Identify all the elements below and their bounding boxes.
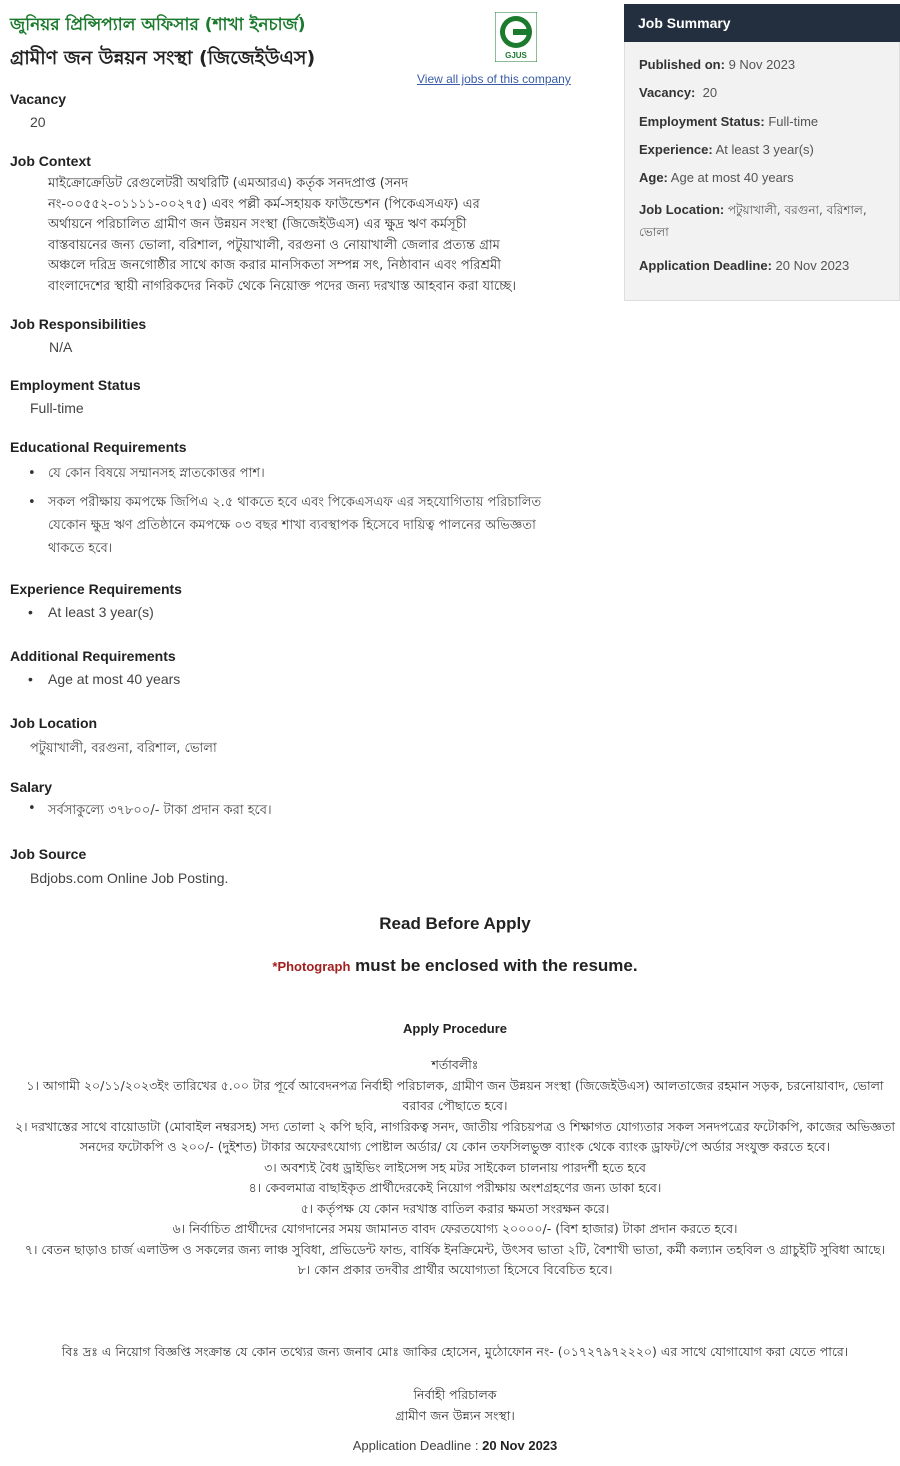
job-context-line: নং-০০৫৫২-০১১১১-০০২৭৫) এবং পল্লী কর্ম-সহায়ক ফাউন্ডেশন (পিকেএসএফ) এর xyxy=(48,196,480,212)
summary-value: Full-time xyxy=(768,114,819,129)
photograph-notice xyxy=(0,956,900,976)
job-title: জুনিয়র প্রিন্সিপ্যাল অফিসার (শাখা ইনচার্জ) xyxy=(10,15,306,35)
view-all-jobs-link[interactable]: View all jobs of this company xyxy=(417,72,571,86)
condition-item: ৭। বেতন ছাড়াও চার্জ এলাউন্স ও সকলের জন্য লাঞ্চ সুবিধা, প্রভিডেন্ট ফান্ড, বার্ষিক ইনক্রিমেন্ট, উৎসব ভাতা ২টি, বৈশাখী ভাতা, কর্মী কল্যান তহবিল ও গ্রাচুইটি সুবিধা আছে। xyxy=(24,1241,886,1257)
job-responsibilities-heading: Job Responsibilities xyxy=(10,316,147,332)
job-context-line: অর্থায়নে পরিচালিত গ্রামীণ জন উন্নয়ন সংস্থা (জিজেইউএস) এর ক্ষুদ্র ঋণ কর্মসূচী xyxy=(48,217,467,232)
additional-requirements-list xyxy=(28,671,180,687)
summary-value: পটুয়াখালী, বরগুনা, বরিশাল, ভোলা xyxy=(639,203,867,239)
logo-text: GJUS xyxy=(505,51,527,60)
summary-value: Age at most 40 years xyxy=(670,170,794,185)
employment-status-value: Full-time xyxy=(30,400,84,416)
deadline-value: 20 Nov 2023 xyxy=(482,1438,558,1453)
condition-item: ৫। কর্তৃপক্ষ যে কোন দরখাস্ত বাতিল করার ক্ষমতা সংরক্ষন করে। xyxy=(300,1200,610,1216)
job-context-line: বাস্তবায়নের জন্য ভোলা, বরিশাল, পটুয়াখালী, বরগুনা ও নোয়াখালী জেলার প্রত্যন্ত গ্রাম xyxy=(48,237,500,253)
list-item: • সর্বসাকুল্যে ৩৭৮০০/- টাকা প্রদান করা হবে। xyxy=(28,801,272,822)
experience-requirements-heading: Experience Requirements xyxy=(10,581,182,597)
job-summary-title: Job Summary xyxy=(624,4,900,42)
employment-status-heading: Employment Status xyxy=(10,377,141,393)
photograph-required: *Photograph xyxy=(272,959,351,974)
summary-label: Application Deadline: xyxy=(639,258,772,273)
summary-deadline xyxy=(639,255,889,277)
summary-employment-status xyxy=(639,111,889,133)
summary-value: At least 3 year(s) xyxy=(715,142,814,157)
signature-title: নির্বাহী পরিচালক xyxy=(413,1387,497,1402)
salary-heading: Salary xyxy=(10,779,53,795)
summary-age xyxy=(639,167,889,189)
condition-item: ১। আগামী ২০/১১/২০২৩ইং তারিখের ৫.০০ টার পূর্বে আবেদনপত্র নির্বাহী পরিচালক, গ্রামীণ জন উন্নয়ন সংস্থা (জিজেইউএস) আলতাজের রহমান সড়ক, চরনোয়াবাদ, ভোলা বরাবর পৌছাতে হবে। xyxy=(26,1077,884,1113)
job-responsibilities-value: N/A xyxy=(49,339,73,355)
vacancy-heading: Vacancy xyxy=(10,91,67,107)
job-context-body xyxy=(48,174,588,297)
summary-vacancy xyxy=(639,82,889,104)
signature-organization: গ্রামীণ জন উন্ন্যন সংস্থা। xyxy=(395,1408,515,1423)
job-location-value: পটুয়াখালী, বরগুনা, বরিশাল, ভোলা xyxy=(30,741,217,756)
job-context-line: অঞ্চলে দরিদ্র জনগোষ্ঠীর সাথে কাজ করার মানসিকতা সম্পন্ন সৎ, নিষ্ঠাবান এবং পরিশ্রমী xyxy=(48,258,501,273)
job-context-line: বাংলাদেশের স্থায়ী নাগরিকদের নিকট থেকে নিয়োক্ত পদের জন্য দরখাস্ত আহবান করা যাচ্ছে। xyxy=(48,278,517,294)
summary-label: Employment Status: xyxy=(639,114,765,129)
signature-block xyxy=(0,1384,900,1426)
contact-note: বিঃ দ্রঃ এ নিয়োগ বিজ্ঞপ্তি সংক্রান্ত যে কোন তথ্যের জন্য জনাব মোঃ জাকির হোসেন, মুঠোফোন নং- (০১৭২৭৯৭২২২০) এর সাথে যোগাযোগ করা যেতে পারে। xyxy=(61,1344,849,1359)
experience-requirements-list xyxy=(28,604,154,620)
summary-label: Experience: xyxy=(639,142,713,157)
job-context-line: মাইক্রোক্রেডিট রেগুলেটরী অথরিটি (এমআরএ) কর্তৃক সনদপ্রাপ্ত (সনদ xyxy=(48,176,409,191)
conditions-block xyxy=(10,1055,900,1281)
application-deadline xyxy=(0,1438,900,1453)
summary-label: Vacancy: xyxy=(639,85,696,100)
list-item: • সকল পরীক্ষায় কমপক্ষে জিপিএ ২.৫ থাকতে হবে এবং পিকেএসএফ এর সহযোগিতায় পরিচালিত যেকোন ক্ষুদ্র ঋণ প্রতিষ্ঠানে কমপক্ষে ০৩ বছর শাখা ব্যবস্থাপক হিসেবে দায়িত্ব পালনের অভিজ্ঞতা থাকতে হবে। xyxy=(28,491,558,560)
job-source-heading: Job Source xyxy=(10,846,87,862)
condition-item: ৩। অবশ্যই বৈধ ড্রাইভিং লাইসেন্স সহ মটর সাইকেল চালনায় পারদর্শী হতে হবে xyxy=(264,1159,646,1175)
condition-item: ৬। নির্বাচিত প্রার্থীদের যোগদানের সময় জামানত বাবদ ফেরতযোগ্য ২০০০০/- (বিশ হাজার) টাকা প্রদান করতে হবে। xyxy=(172,1221,738,1236)
summary-label: Age: xyxy=(639,170,668,185)
summary-label: Job Location: xyxy=(639,202,725,217)
summary-value: 20 Nov 2023 xyxy=(775,258,850,273)
deadline-label: Application Deadline : xyxy=(352,1438,479,1453)
job-context-heading: Job Context xyxy=(10,153,91,169)
company-name: গ্রামীণ জন উন্নয়ন সংস্থা (জিজেইউএস) xyxy=(10,47,316,69)
apply-procedure-heading: Apply Procedure xyxy=(402,1021,508,1036)
job-source-value: Bdjobs.com Online Job Posting. xyxy=(30,870,229,886)
summary-value: 9 Nov 2023 xyxy=(728,57,796,72)
summary-value: 20 xyxy=(702,85,718,100)
educational-requirements-heading: Educational Requirements xyxy=(10,439,187,455)
conditions-heading: শর্তাবলীঃ xyxy=(431,1057,479,1072)
summary-location xyxy=(639,199,889,243)
company-logo xyxy=(495,12,537,62)
summary-label: Published on: xyxy=(639,57,725,72)
summary-published xyxy=(639,54,889,76)
list-item: • At least 3 year(s) xyxy=(28,604,154,620)
condition-item: ৪। কেবলমাত্র বাছাইকৃত প্রার্থীদেরকেই নিয়োগ পরীক্ষায় অংশগ্রহণের জন্য ডাকা হবে। xyxy=(248,1180,662,1195)
additional-requirements-heading: Additional Requirements xyxy=(10,648,176,664)
photograph-rest: must be enclosed with the resume. xyxy=(355,956,638,975)
condition-item: ২। দরখাস্তের সাথে বায়োডাটা (মোবাইল নম্বরসহ) সদ্য তোলা ২ কপি ছবি, নাগরিকত্ব সনদ, জাতীয় পরিচয়পত্র ও শিক্ষাগত যোগ্যতার সকল সনদপত্রের ফটোকপি, কাজের অভিজ্ঞতা সনদের ফটোকপি ও ২০০/- (দুইশত) টাকার অফেরৎযোগ্য পোষ্টাল অর্ডার/ যে কোন তফসিলভুক্ত ব্যাংক থেকে ব্যাংক ড্রাফট/পে অর্ডার সংযুক্ত করতে হবে। xyxy=(14,1118,896,1154)
condition-item: ৮। কোন প্রকার তদবীর প্রার্থীর অযোগ্যতা হিসেবে বিবেচিত হবে। xyxy=(297,1262,613,1277)
educational-requirements-list xyxy=(28,462,558,566)
salary-list xyxy=(28,801,272,822)
job-location-heading: Job Location xyxy=(10,715,98,731)
list-item: • Age at most 40 years xyxy=(28,671,180,687)
list-item: • যে কোন বিষয়ে সম্মানসহ স্নাতকোত্তর পাশ। xyxy=(28,462,558,485)
read-before-apply-heading: Read Before Apply xyxy=(379,914,531,933)
summary-experience xyxy=(639,139,889,161)
vacancy-value: 20 xyxy=(30,114,46,130)
